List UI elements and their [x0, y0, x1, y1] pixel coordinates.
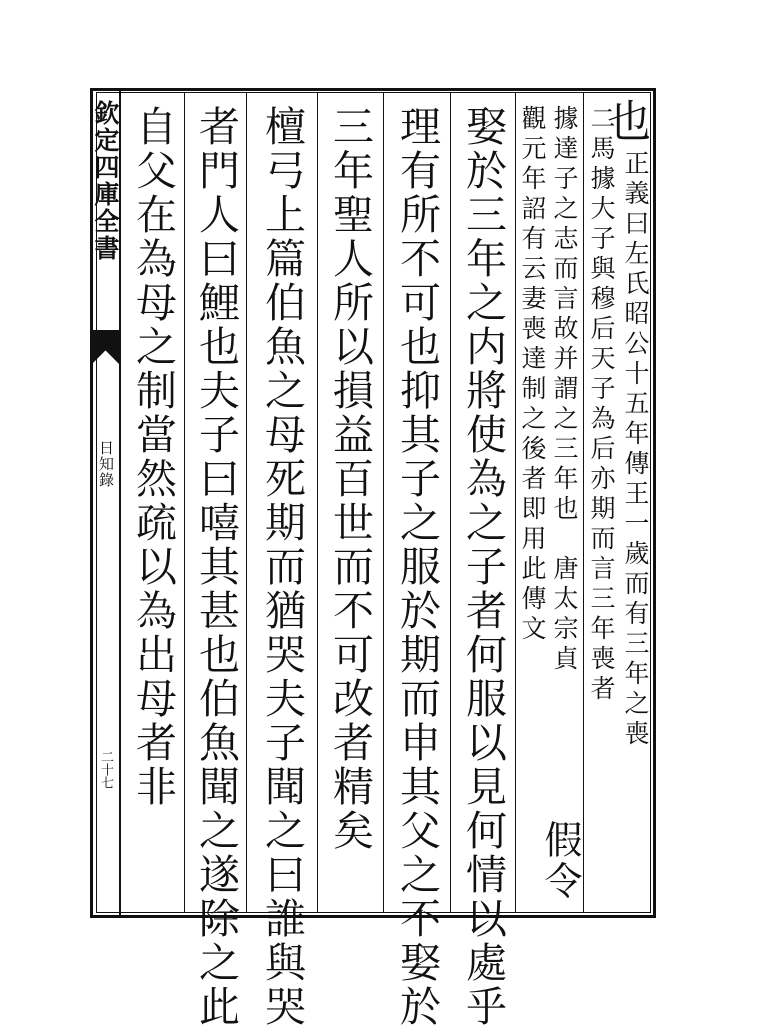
column-rule	[317, 92, 318, 913]
commentary-text: 據達子之志而言故并謂之三年也 唐太宗貞	[550, 105, 579, 675]
column-head-char	[590, 98, 652, 145]
commentary-column-4	[620, 150, 651, 750]
text-column-2: 者門人曰鯉也夫子曰嘻其甚也伯魚聞之遂除之此	[192, 105, 240, 1029]
inline-char: 令	[538, 861, 582, 902]
column-rule	[383, 92, 384, 913]
commentary-column-1	[517, 105, 548, 645]
head-char: 也	[599, 98, 650, 145]
column-rule	[515, 92, 516, 913]
text-column-5: 理有所不可也抑其子之服於期而申其父之不娶於	[393, 105, 441, 1029]
text-column-6: 娶於三年之内將使為之子者何服以見何情以處乎	[459, 105, 507, 1029]
commentary-text: 觀元年詔有云妻喪達制之後者即用此傳文	[518, 105, 547, 645]
book-title: 日知錄	[97, 440, 115, 488]
text-column-4: 三年聖人所以損益百世而不可改者精矣	[326, 105, 374, 853]
text-column-3: 檀弓上篇伯魚之母死期而猶哭夫子聞之曰誰與哭	[258, 105, 306, 1029]
commentary-text: 二馬據大子與穆后天子為后亦期而言三年喪者	[587, 105, 616, 705]
library-title: 欽定四庫全書	[91, 100, 120, 262]
text-column-1: 自父在為母之制當然疏以為出母者非	[129, 105, 177, 809]
column-rule	[583, 92, 584, 913]
folio-number: 二十七	[98, 750, 113, 789]
column-rule	[450, 92, 451, 913]
commentary-column-2	[549, 105, 580, 675]
inline-char: 假	[538, 820, 582, 861]
commentary-column-3	[586, 105, 617, 705]
commentary-text: 正義曰左氏昭公十五年傳王一歲而有三年之喪	[621, 150, 650, 750]
inline-large-chars	[521, 820, 583, 902]
